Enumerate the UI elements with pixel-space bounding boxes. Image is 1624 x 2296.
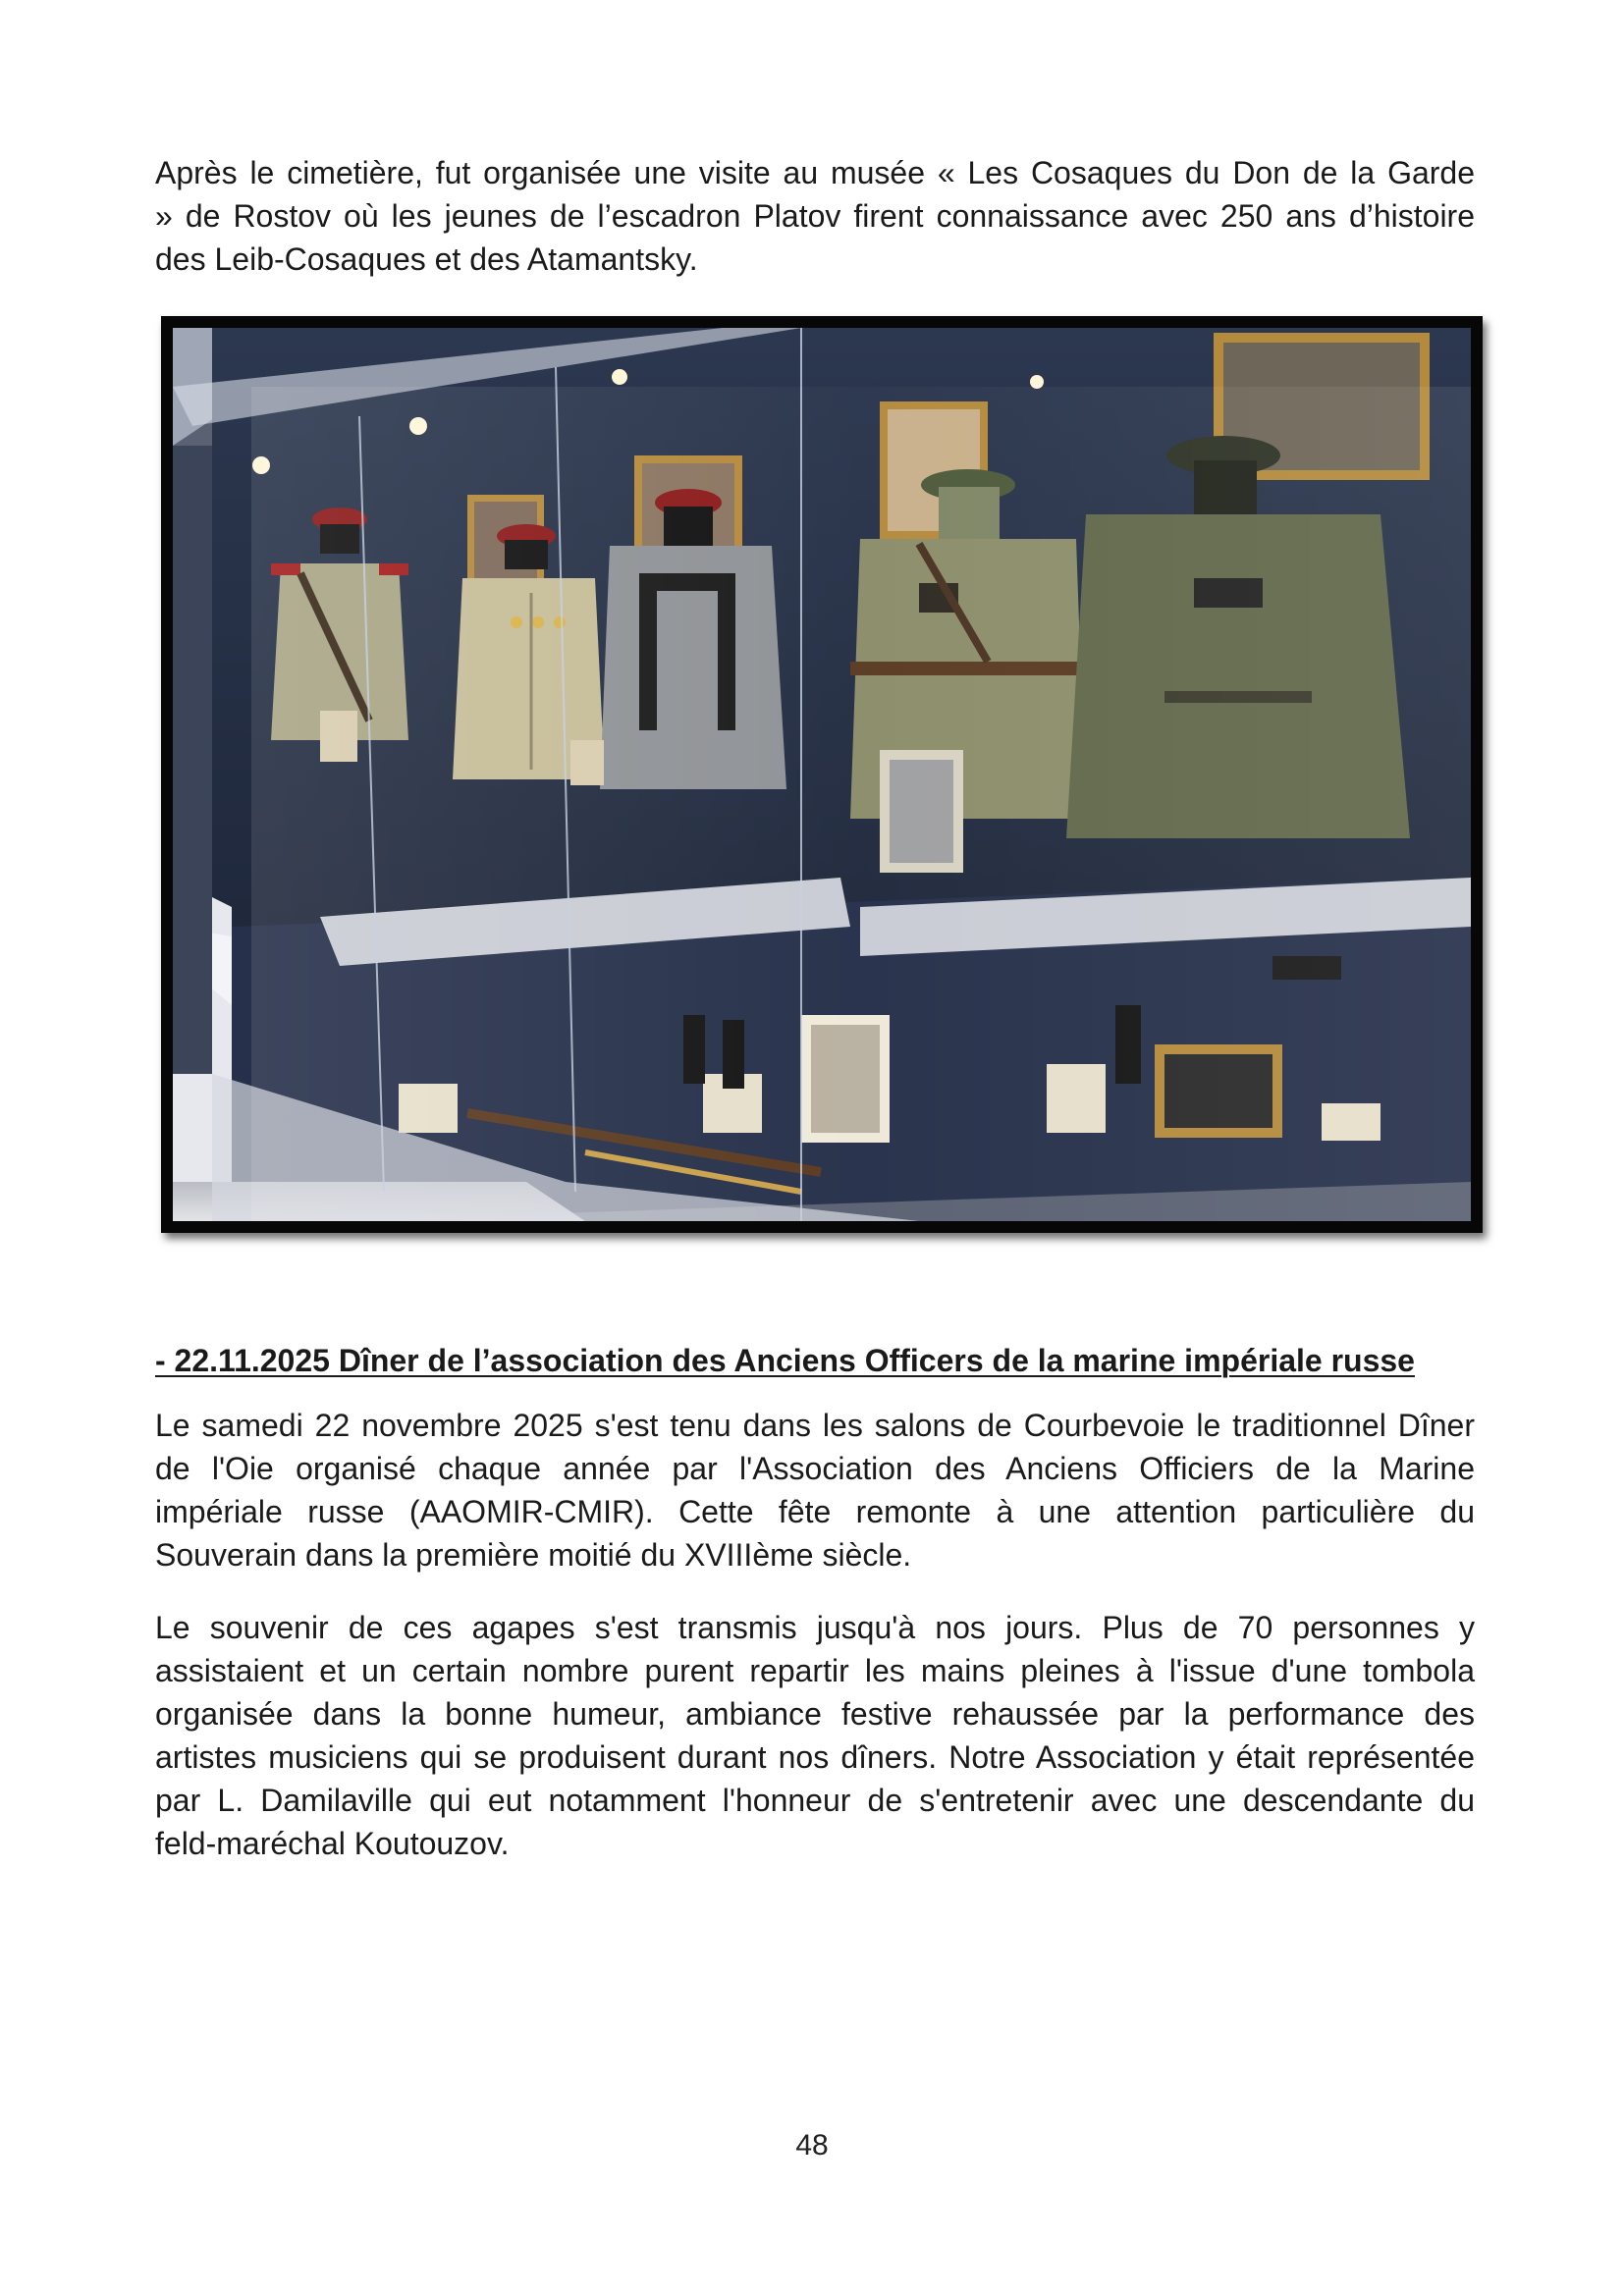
paragraph-2-line-3: organisée dans la bonne humeur, ambiance festive rehaussée par la performance des <box>155 1696 1475 1732</box>
paragraph-2-line-1: Le souvenir de ces agapes s'est transmis jusqu'à nos jours. Plus de 70 personnes y <box>155 1610 1475 1645</box>
paragraph-1-line-3: impériale russe (AAOMIR-CMIR). Cette fête remonte à une attention particulière du <box>155 1494 1475 1529</box>
paragraph-2-line-2: assistaient et un certain nombre purent repartir les mains pleines à l'issue d'une tombola <box>155 1653 1475 1688</box>
section-heading: - 22.11.2025 Dîner de l’association des Anciens Officers de la marine impériale russe <box>155 1343 1415 1378</box>
paragraph-1-line-1: Le samedi 22 novembre 2025 s'est tenu dans les salons de Courbevoie le traditionnel Dîner <box>155 1408 1475 1443</box>
paragraph-1-line-2: de l'Oie organisé chaque année par l'Association des Anciens Officiers de la Marine <box>155 1451 1475 1486</box>
intro-line-3: des Leib-Cosaques et des Atamantsky. <box>155 241 698 277</box>
museum-photo-illustration <box>173 328 1471 1221</box>
museum-photo <box>161 316 1483 1233</box>
paragraph-1-line-4: Souverain dans la première moitié du XVIIIème siècle. <box>155 1537 912 1573</box>
paragraph-2-line-4: artistes musiciens qui se produisent durant nos dîners. Notre Association y était représentée <box>155 1739 1475 1775</box>
intro-line-1: Après le cimetière, fut organisée une visite au musée « Les Cosaques du Don de la Garde <box>155 155 1475 190</box>
paragraph-2-line-6: feld-maréchal Koutouzov. <box>155 1826 510 1861</box>
page-number: 48 <box>795 2129 829 2162</box>
paragraph-2-line-5: par L. Damilaville qui eut notamment l'honneur de s'entretenir avec une descendante du <box>155 1783 1475 1818</box>
intro-line-2: » de Rostov où les jeunes de l’escadron Platov firent connaissance avec 250 ans d’histoire <box>155 198 1475 234</box>
